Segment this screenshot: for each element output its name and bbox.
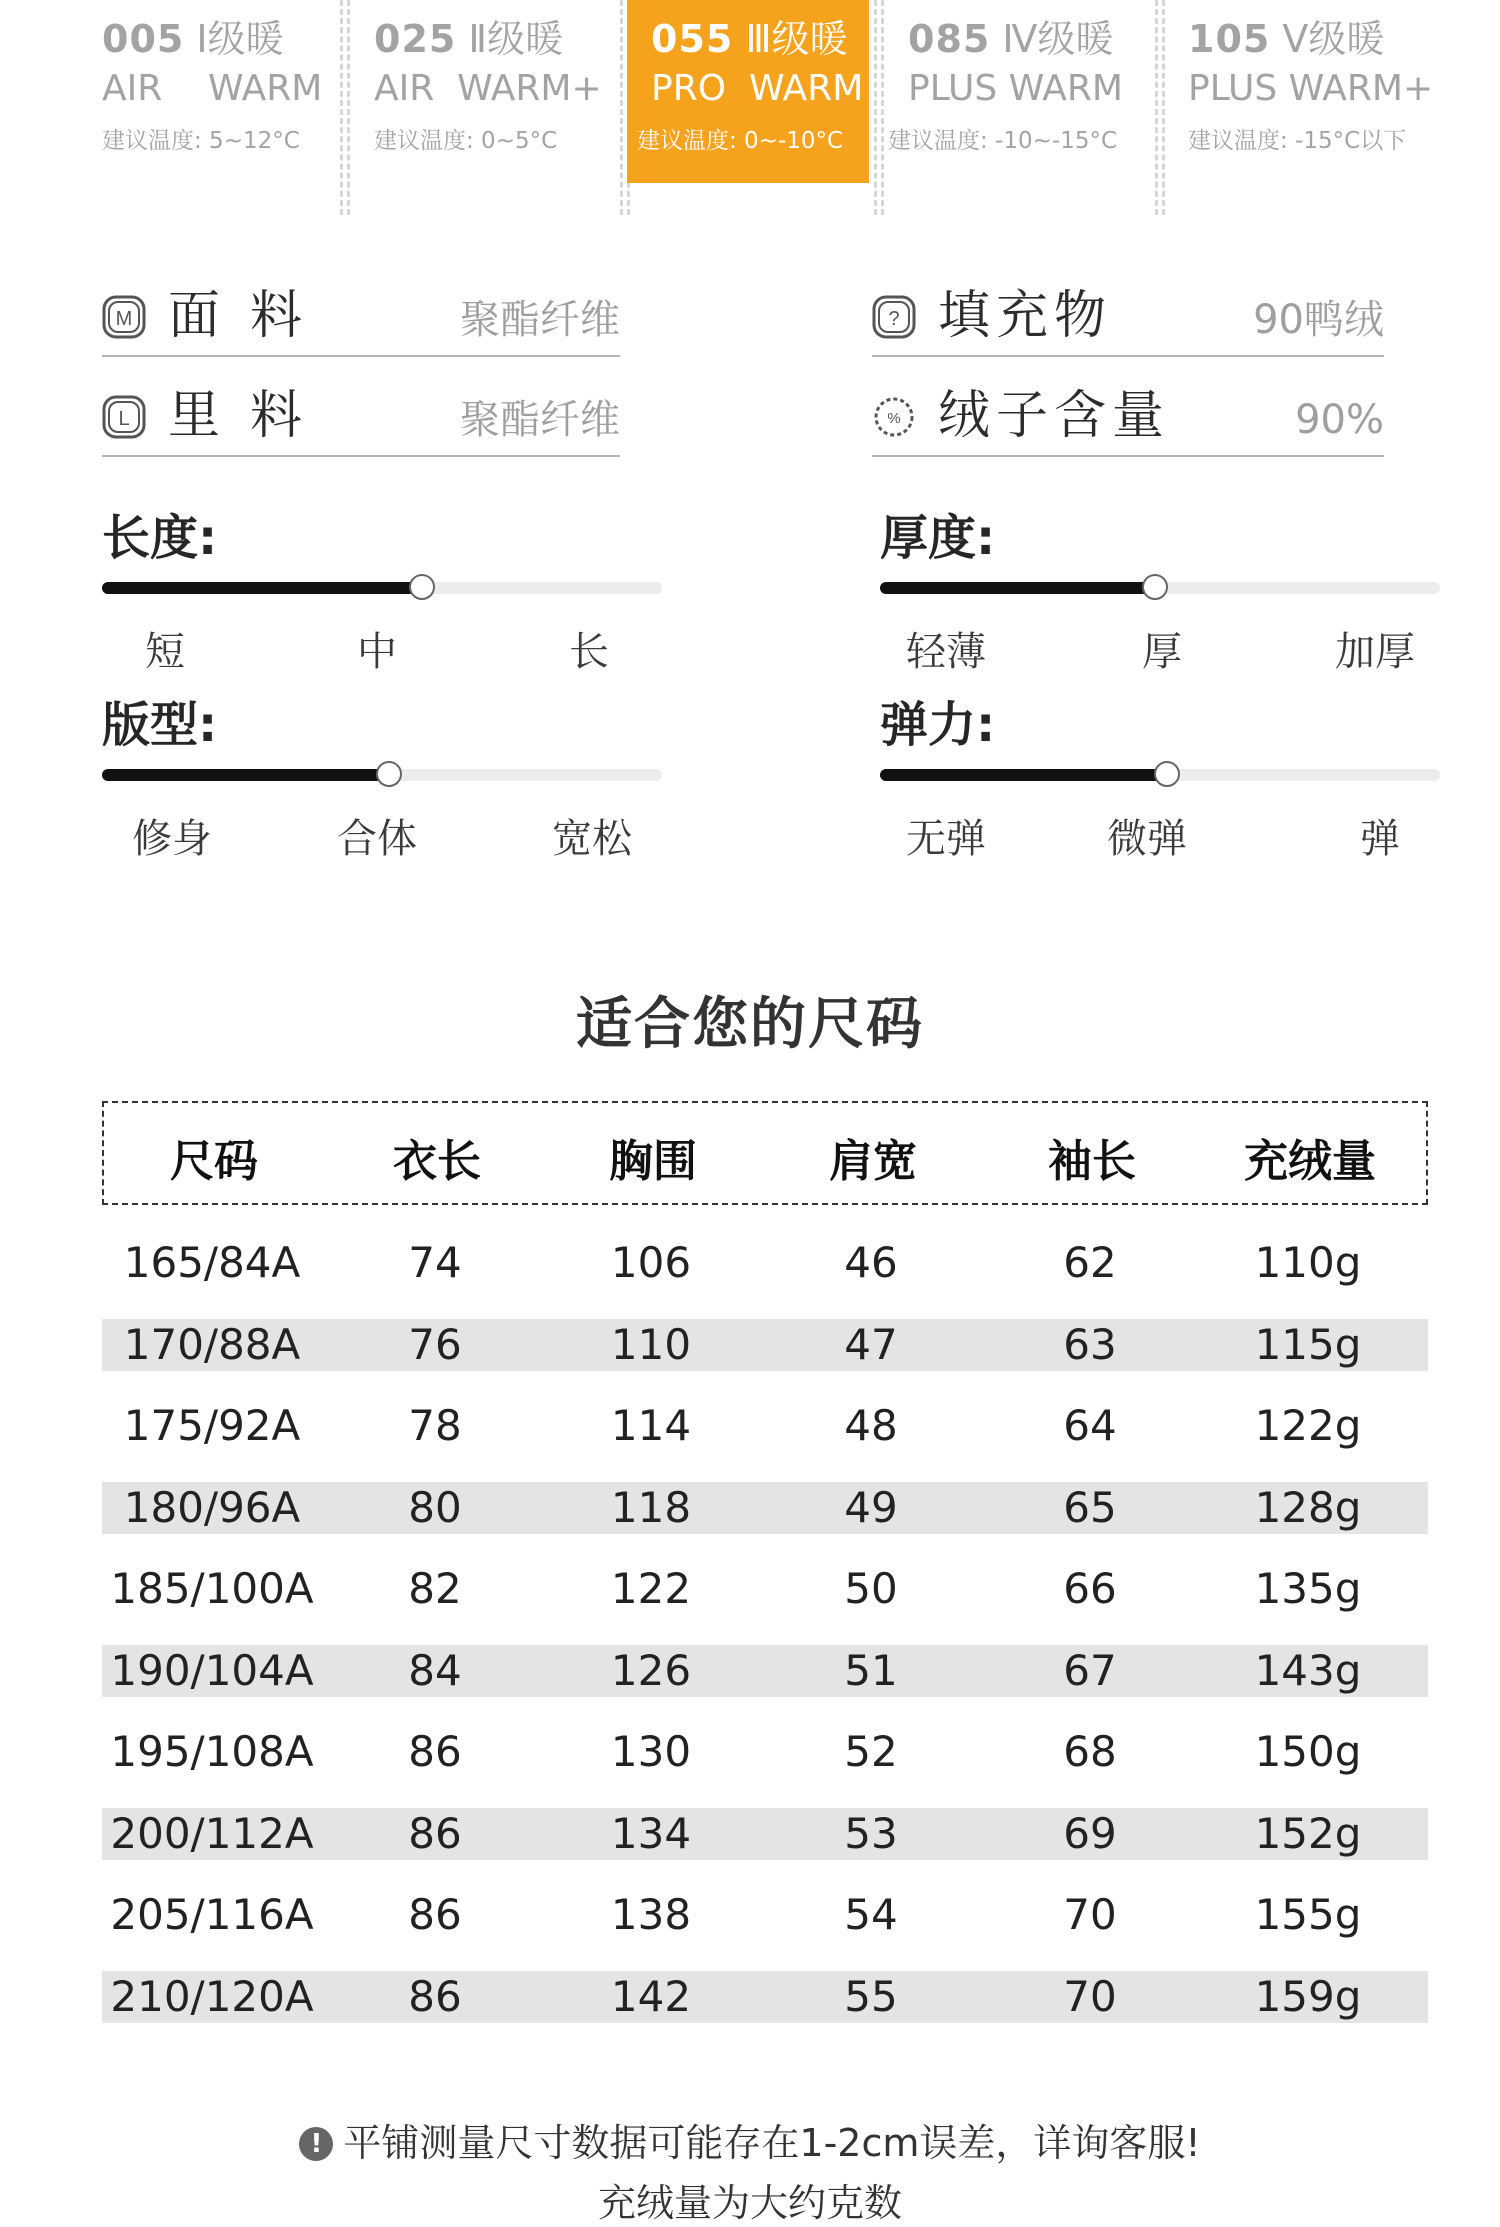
level-code-grade: 055 Ⅲ级暖 (651, 17, 848, 61)
slider-label-max: 加厚 (1335, 629, 1415, 675)
table-cell: 82 (408, 1564, 462, 1613)
slider-title: 厚度: (880, 510, 996, 566)
slider-knob[interactable] (409, 574, 435, 600)
slider-track (102, 582, 662, 594)
table-cell: 200/112A (110, 1808, 314, 1858)
level-temp: 建议温度: 0~5°C (374, 128, 558, 154)
table-cell: 114 (610, 1401, 692, 1450)
table-cell: 150g (1254, 1727, 1362, 1776)
table-cell: 170/88A (123, 1319, 301, 1369)
table-row (102, 1808, 1428, 1860)
level-name: AIR WARM+ (374, 68, 602, 109)
header-fill-weight: 充绒量 (1244, 1136, 1376, 1187)
table-cell: 69 (1063, 1808, 1117, 1858)
slider-knob[interactable] (1154, 761, 1180, 787)
table-cell: 51 (844, 1645, 898, 1695)
slider-label-max: 长 (569, 629, 609, 675)
table-cell: 135g (1254, 1564, 1362, 1613)
table-cell: 122 (610, 1564, 692, 1613)
table-cell: 128g (1254, 1482, 1362, 1532)
table-cell: 86 (408, 1971, 462, 2021)
table-row (102, 1400, 1428, 1452)
percent-gauge-icon (872, 395, 916, 439)
slider-title: 版型: (102, 697, 218, 753)
table-cell: 64 (1063, 1401, 1117, 1450)
level-name: PLUS WARM+ (1188, 68, 1434, 109)
table-cell: 122g (1254, 1401, 1362, 1450)
table-row (102, 1889, 1428, 1941)
measurement-note (0, 2112, 1500, 2167)
slider-fill (102, 769, 388, 781)
spec-down-content (872, 375, 1384, 457)
slider-fill (102, 582, 421, 594)
slider-label-max: 弹 (1360, 816, 1400, 862)
table-cell: 110g (1254, 1238, 1362, 1287)
warmth-level-085[interactable] (888, 0, 1156, 183)
table-cell: 175/92A (123, 1401, 301, 1450)
table-cell: 130 (610, 1727, 692, 1776)
level-code-grade: 105 Ⅴ级暖 (1188, 17, 1385, 61)
slider-label-min: 修身 (132, 816, 212, 862)
warmth-level-055[interactable] (627, 0, 869, 183)
table-row (102, 1482, 1428, 1534)
table-cell: 142 (610, 1971, 692, 2021)
table-cell: 185/100A (110, 1564, 314, 1613)
table-cell: 54 (844, 1890, 898, 1939)
slider-label-min: 无弹 (906, 816, 986, 862)
level-temp: 建议温度: 5~12°C (102, 128, 300, 154)
spec-value: 90鸭绒 (1253, 297, 1384, 343)
table-cell: 50 (844, 1564, 898, 1613)
table-cell: 143g (1254, 1645, 1362, 1695)
table-cell: 74 (408, 1238, 462, 1287)
table-row (102, 1563, 1428, 1615)
svg-text:%: % (887, 410, 901, 427)
table-cell: 195/108A (110, 1727, 314, 1776)
table-cell: 49 (844, 1482, 898, 1532)
spec-label: 面料 (168, 286, 333, 346)
table-cell: 134 (610, 1808, 692, 1858)
size-table-header (102, 1101, 1428, 1205)
table-cell: 68 (1063, 1727, 1117, 1776)
table-cell: 47 (844, 1319, 898, 1369)
spec-label: 里料 (168, 386, 333, 446)
table-row (102, 1319, 1428, 1371)
slider-length (102, 508, 662, 675)
slider-track (102, 769, 662, 781)
table-cell: 55 (844, 1971, 898, 2021)
level-code-grade: 005 Ⅰ级暖 (102, 17, 284, 61)
header-chest: 胸围 (609, 1136, 697, 1187)
table-cell: 180/96A (123, 1482, 301, 1532)
slider-knob[interactable] (1142, 574, 1168, 600)
header-length: 衣长 (393, 1136, 481, 1187)
warmth-level-strip (90, 0, 1460, 215)
table-cell: 46 (844, 1238, 898, 1287)
table-row (102, 1971, 1428, 2023)
slider-knob[interactable] (376, 761, 402, 787)
table-cell: 152g (1254, 1808, 1362, 1858)
spec-fabric (102, 275, 620, 357)
slider-label-mid: 合体 (337, 816, 417, 862)
table-cell: 70 (1063, 1890, 1117, 1939)
level-divider (1155, 0, 1165, 215)
table-cell: 48 (844, 1401, 898, 1450)
svg-text:M: M (115, 308, 133, 330)
table-cell: 70 (1063, 1971, 1117, 2021)
svg-text:L: L (118, 408, 130, 430)
spec-value: 聚酯纤维 (460, 397, 620, 443)
table-cell: 76 (408, 1319, 462, 1369)
warmth-level-025[interactable] (362, 0, 622, 183)
level-temp: 建议温度: -15°C以下 (1188, 128, 1407, 154)
level-temp: 建议温度: 0~-10°C (637, 128, 844, 154)
spec-filling (872, 275, 1384, 357)
table-cell: 205/116A (110, 1890, 314, 1939)
table-cell: 126 (610, 1645, 692, 1695)
table-cell: 53 (844, 1808, 898, 1858)
header-size: 尺码 (170, 1136, 258, 1187)
slider-fill (880, 582, 1154, 594)
table-cell: 86 (408, 1890, 462, 1939)
slider-label-min: 轻薄 (906, 629, 986, 675)
table-cell: 210/120A (110, 1971, 314, 2021)
header-sleeve: 袖长 (1048, 1136, 1136, 1187)
table-cell: 66 (1063, 1564, 1117, 1613)
spec-value: 90% (1295, 397, 1384, 443)
filling-question-icon (872, 295, 916, 339)
slider-thickness (880, 508, 1440, 675)
slider-stretch (880, 695, 1440, 862)
fabric-m-icon (102, 295, 146, 339)
table-row (102, 1237, 1428, 1289)
table-cell: 63 (1063, 1319, 1117, 1369)
table-cell: 86 (408, 1727, 462, 1776)
level-divider (874, 0, 884, 215)
table-cell: 78 (408, 1401, 462, 1450)
level-code-grade: 085 Ⅳ级暖 (908, 17, 1114, 61)
lining-l-icon (102, 395, 146, 439)
spec-label: 填充物 (938, 286, 1113, 346)
table-cell: 110 (610, 1319, 692, 1369)
fill-weight-note: 充绒量为大约克数 (597, 2181, 902, 2225)
table-cell: 80 (408, 1482, 462, 1532)
table-cell: 190/104A (110, 1645, 314, 1695)
slider-label-mid: 厚 (1142, 629, 1182, 675)
slider-track (880, 769, 1440, 781)
slider-fit (102, 695, 662, 862)
spec-lining (102, 375, 620, 457)
warmth-level-105[interactable] (1176, 0, 1460, 183)
level-temp: 建议温度: -10~-15°C (888, 128, 1118, 154)
note-text: 平铺测量尺寸数据可能存在1-2cm误差，详询客服! (343, 2121, 1201, 2165)
table-cell: 118 (610, 1482, 692, 1532)
warmth-level-005[interactable] (90, 0, 340, 183)
slider-label-mid: 微弹 (1107, 816, 1187, 862)
exclamation-icon: ! (299, 2127, 333, 2161)
svg-text:?: ? (888, 308, 900, 330)
slider-label-mid: 中 (357, 629, 397, 675)
level-code-grade: 025 Ⅱ级暖 (374, 17, 564, 61)
header-shoulder: 肩宽 (829, 1136, 917, 1187)
slider-title: 弹力: (880, 697, 996, 753)
table-cell: 159g (1254, 1971, 1362, 2021)
level-name: PLUS WARM (908, 68, 1123, 109)
table-cell: 155g (1254, 1890, 1362, 1939)
level-divider (340, 0, 350, 215)
table-row (102, 1726, 1428, 1778)
slider-title: 长度: (102, 510, 218, 566)
table-cell: 84 (408, 1645, 462, 1695)
table-cell: 52 (844, 1727, 898, 1776)
size-table-title: 适合您的尺码 (576, 992, 924, 1057)
spec-value: 聚酯纤维 (460, 297, 620, 343)
table-cell: 62 (1063, 1238, 1117, 1287)
table-cell: 115g (1254, 1319, 1362, 1369)
table-cell: 65 (1063, 1482, 1117, 1532)
table-cell: 165/84A (123, 1238, 301, 1287)
table-cell: 106 (610, 1238, 692, 1287)
level-name: PRO WARM (651, 68, 864, 109)
table-cell: 86 (408, 1808, 462, 1858)
slider-track (880, 582, 1440, 594)
table-cell: 67 (1063, 1645, 1117, 1695)
table-cell: 138 (610, 1890, 692, 1939)
slider-label-max: 宽松 (552, 816, 632, 862)
slider-label-min: 短 (145, 629, 185, 675)
slider-fill (880, 769, 1166, 781)
spec-label: 绒子含量 (938, 386, 1171, 446)
level-name: AIR WARM (102, 68, 323, 109)
table-row (102, 1645, 1428, 1697)
